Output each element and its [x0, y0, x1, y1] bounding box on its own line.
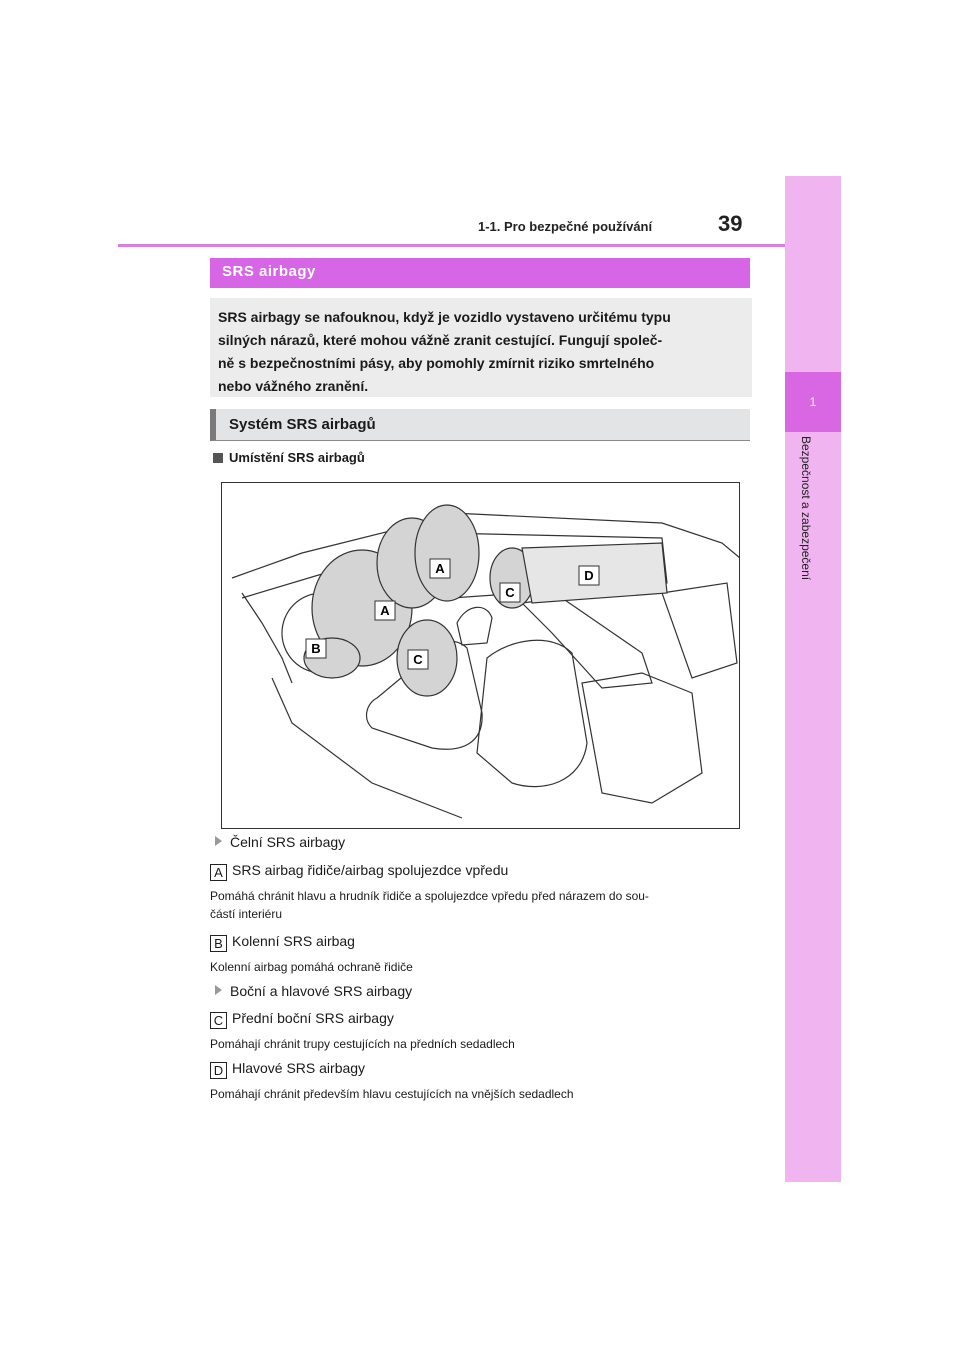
- passenger-seat: [477, 640, 587, 786]
- intro-box: [210, 298, 752, 397]
- item-a-desc-line: Pomáhá chránit hlavu a hrudník řidiče a spolujezdce vpředu před nárazem do sou-: [210, 889, 649, 903]
- chapter-label: Bezpečnost a zabezpečení: [799, 436, 813, 581]
- rear-seat: [582, 673, 702, 803]
- item-a-title: SRS airbag řidiče/airbag spolujezdce vpředu: [232, 862, 509, 878]
- airbag-location-figure: [221, 482, 740, 829]
- letter-box-b: B: [210, 935, 227, 952]
- chapter-number[interactable]: 1: [785, 372, 841, 432]
- system-heading: [210, 409, 750, 441]
- item-d-title: Hlavové SRS airbagy: [232, 1060, 366, 1076]
- item-b: [210, 933, 355, 952]
- label-d: D: [584, 568, 594, 583]
- intro-line: nebo vážného zranění.: [218, 378, 369, 394]
- item-c-description: Pomáhají chránit trupy cestujících na předních sedadlech: [210, 1037, 515, 1051]
- front-airbags-heading-text: Čelní SRS airbagy: [230, 834, 346, 850]
- page-number: 39: [718, 211, 743, 236]
- label-a-top: A: [435, 561, 445, 576]
- side-airbags-heading-text: Boční a hlavové SRS airbagy: [230, 983, 413, 999]
- item-b-description: Kolenní airbag pomáhá ochraně řidiče: [210, 960, 413, 974]
- item-d-description: Pomáhají chránit především hlavu cestujících na vnějších sedadlech: [210, 1087, 574, 1101]
- banner-title: SRS airbagy: [222, 263, 316, 280]
- letter-box-d: D: [210, 1062, 227, 1079]
- label-b: B: [311, 641, 321, 656]
- item-c: [210, 1010, 394, 1029]
- item-a: [210, 862, 508, 881]
- item-b-title: Kolenní SRS airbag: [232, 933, 355, 949]
- door-line: [242, 593, 292, 683]
- square-bullet-icon: [213, 453, 223, 463]
- triangle-bullet-icon: [215, 836, 222, 846]
- chapter-side-tab: [785, 176, 841, 1182]
- intro-line: SRS airbagy se nafouknou, když je vozidlo vystaveno určitému typu: [218, 309, 671, 325]
- section-title: 1-1. Pro bezpečné používání: [478, 219, 653, 234]
- header-divider: [118, 244, 785, 247]
- label-c-bottom: C: [413, 652, 423, 667]
- passenger-front-airbag-2: [415, 505, 479, 601]
- driver-headrest: [457, 607, 492, 645]
- location-heading: [213, 450, 365, 465]
- front-airbags-heading: [215, 834, 345, 850]
- letter-box-c: C: [210, 1012, 227, 1029]
- triangle-bullet-icon: [215, 985, 222, 995]
- item-d: [210, 1060, 365, 1079]
- location-heading-title: Umístění SRS airbagů: [229, 450, 365, 465]
- rear-rail: [662, 583, 737, 678]
- letter-box-a: A: [210, 864, 227, 881]
- label-c-top: C: [505, 585, 515, 600]
- side-airbags-heading: [215, 983, 412, 999]
- item-a-desc-line: částí interiéru: [210, 907, 283, 921]
- srs-banner: [210, 258, 750, 288]
- item-c-title: Přední boční SRS airbagy: [232, 1010, 394, 1026]
- system-heading-title: Systém SRS airbagů: [229, 416, 376, 433]
- intro-text: [218, 306, 738, 398]
- item-a-description: [210, 887, 750, 923]
- intro-line: ně s bezpečnostními pásy, aby pomohly zmírnit riziko smrtelného: [218, 355, 655, 371]
- car-interior-illustration: [222, 483, 740, 829]
- label-a-bottom: A: [380, 603, 390, 618]
- intro-line: silných nárazů, které mohou vážně zranit cestující. Fungují společ-: [218, 332, 663, 348]
